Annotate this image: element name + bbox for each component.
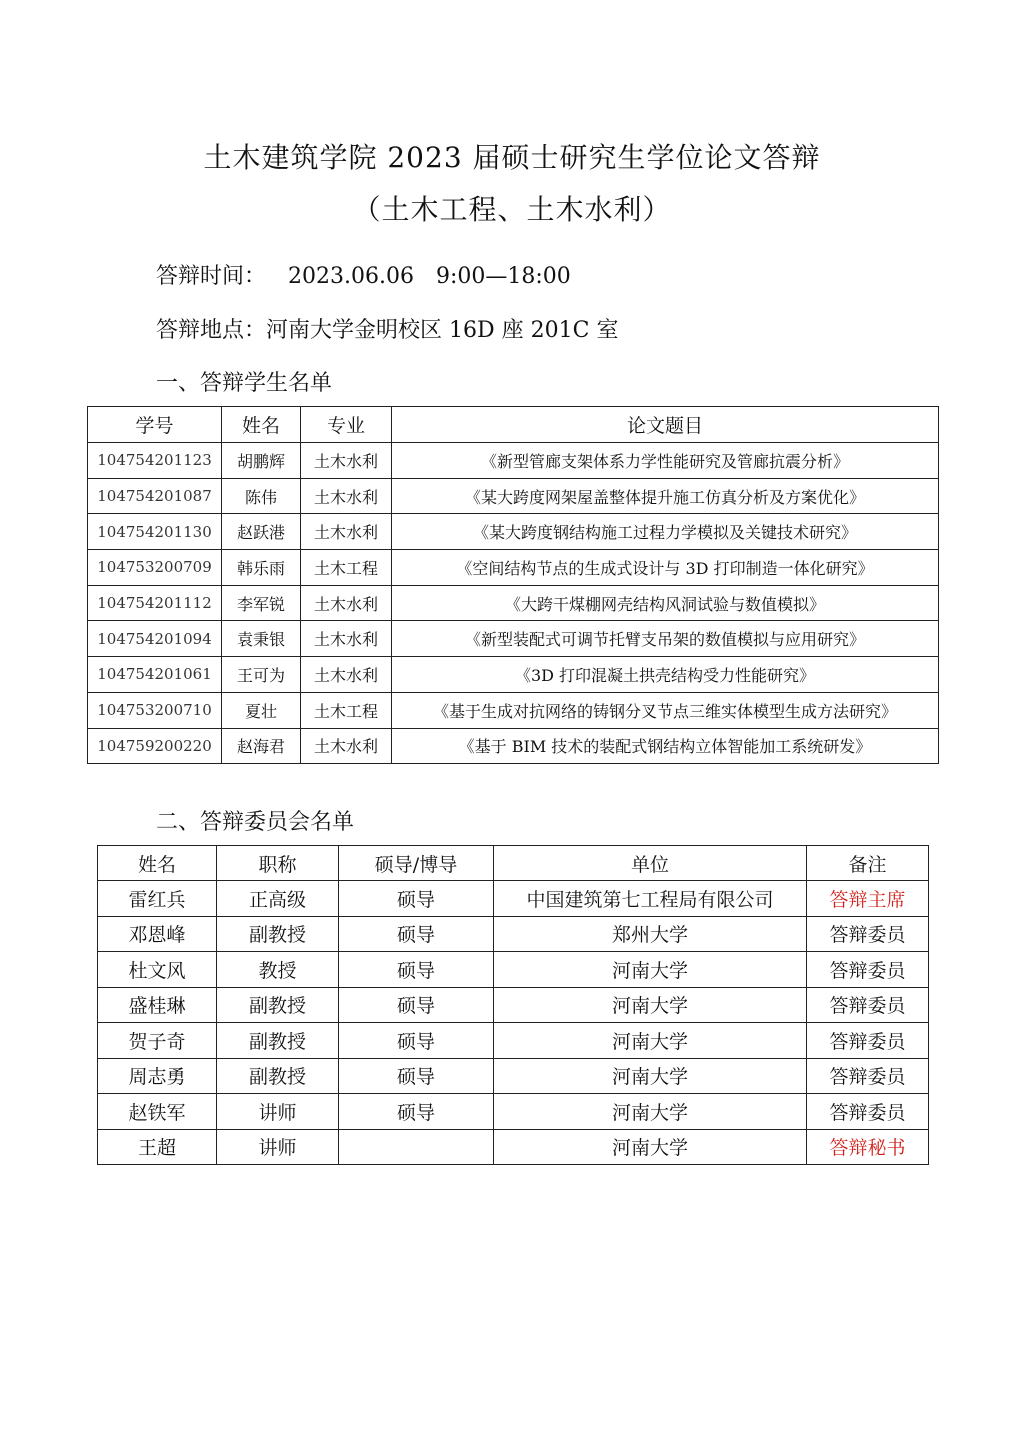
- member-name: 雷红兵: [98, 881, 217, 917]
- student-name: 韩乐雨: [222, 550, 301, 586]
- member-title: 正高级: [217, 881, 339, 917]
- member-title: 讲师: [217, 1094, 339, 1130]
- column-header: 专业: [301, 407, 392, 443]
- table-row: [98, 1023, 929, 1059]
- column-header: 硕导/博导: [339, 846, 494, 881]
- student-id: 104754201112: [88, 585, 222, 621]
- supervisor-type: 硕导: [339, 1094, 494, 1130]
- table-row: [98, 916, 929, 952]
- member-role: 答辩委员: [807, 1023, 929, 1059]
- table-row: [98, 1058, 929, 1094]
- student-name: 袁秉银: [222, 621, 301, 657]
- student-id: 104754201061: [88, 657, 222, 693]
- document-title: 土木建筑学院 2023 届硕士研究生学位论文答辩: [203, 141, 821, 174]
- member-role: 答辩委员: [807, 916, 929, 952]
- column-header: 学号: [88, 407, 222, 443]
- member-unit: 河南大学: [494, 1094, 807, 1130]
- table-row: [98, 952, 929, 988]
- student-id: 104754201094: [88, 621, 222, 657]
- student-name: 赵跃港: [222, 514, 301, 550]
- student-name: 王可为: [222, 657, 301, 693]
- student-table: [87, 406, 939, 764]
- student-major: 土木水利: [301, 585, 392, 621]
- supervisor-type: 硕导: [339, 987, 494, 1023]
- thesis-title: 《3D 打印混凝土拱壳结构受力性能研究》: [392, 657, 939, 693]
- member-role: 答辩委员: [807, 1094, 929, 1130]
- table-row: [88, 585, 939, 621]
- student-name: 夏壮: [222, 692, 301, 728]
- column-header: 单位: [494, 846, 807, 881]
- thesis-title: 《空间结构节点的生成式设计与 3D 打印制造一体化研究》: [392, 550, 939, 586]
- student-major: 土木工程: [301, 550, 392, 586]
- table-row: [88, 550, 939, 586]
- student-id: 104753200710: [88, 692, 222, 728]
- defense-place-label: 答辩地点：: [156, 318, 267, 343]
- defense-time-label: 答辩时间：: [156, 264, 267, 289]
- supervisor-type: 硕导: [339, 881, 494, 917]
- student-major: 土木水利: [301, 657, 392, 693]
- student-major: 土木水利: [301, 728, 392, 764]
- defense-time: [156, 259, 571, 290]
- table-row: [88, 443, 939, 479]
- column-header: 姓名: [222, 407, 301, 443]
- supervisor-type: [339, 1129, 494, 1165]
- member-title: 讲师: [217, 1129, 339, 1165]
- table-row: [98, 1129, 929, 1165]
- student-id: 104754201087: [88, 478, 222, 514]
- member-unit: 郑州大学: [494, 916, 807, 952]
- table-row: [88, 692, 939, 728]
- supervisor-type: 硕导: [339, 1023, 494, 1059]
- member-role: 答辩委员: [807, 952, 929, 988]
- table-row: [88, 478, 939, 514]
- student-list-heading: 一、答辩学生名单: [156, 371, 333, 396]
- member-name: 赵铁军: [98, 1094, 217, 1130]
- thesis-title: 《基于生成对抗网络的铸钢分叉节点三维实体模型生成方法研究》: [392, 692, 939, 728]
- defense-place-value: 河南大学金明校区 16D 座 201C 室: [266, 318, 619, 343]
- member-name: 贺子奇: [98, 1023, 217, 1059]
- student-major: 土木水利: [301, 443, 392, 479]
- member-unit: 河南大学: [494, 1129, 807, 1165]
- member-name: 杜文风: [98, 952, 217, 988]
- table-row: [88, 514, 939, 550]
- student-id: 104753200709: [88, 550, 222, 586]
- column-header: 备注: [807, 846, 929, 881]
- thesis-title: 《新型装配式可调节托臂支吊架的数值模拟与应用研究》: [392, 621, 939, 657]
- member-title: 副教授: [217, 987, 339, 1023]
- column-header: 职称: [217, 846, 339, 881]
- student-name: 李军锐: [222, 585, 301, 621]
- table-row: [98, 881, 929, 917]
- supervisor-type: 硕导: [339, 916, 494, 952]
- member-title: 副教授: [217, 1058, 339, 1094]
- column-header: 姓名: [98, 846, 217, 881]
- committee-table-header: [98, 846, 929, 881]
- member-role: 答辩委员: [807, 1058, 929, 1094]
- student-name: 胡鹏辉: [222, 443, 301, 479]
- member-role: 答辩主席: [807, 881, 929, 917]
- student-id: 104754201130: [88, 514, 222, 550]
- supervisor-type: 硕导: [339, 952, 494, 988]
- student-table-header: [88, 407, 939, 443]
- table-row: [88, 621, 939, 657]
- student-major: 土木工程: [301, 692, 392, 728]
- member-unit: 河南大学: [494, 952, 807, 988]
- committee-list-heading: 二、答辩委员会名单: [156, 810, 355, 835]
- student-major: 土木水利: [301, 514, 392, 550]
- student-major: 土木水利: [301, 621, 392, 657]
- member-title: 副教授: [217, 916, 339, 952]
- member-unit: 河南大学: [494, 987, 807, 1023]
- defense-date: 2023.06.06: [288, 264, 414, 289]
- member-name: 王超: [98, 1129, 217, 1165]
- member-title: 副教授: [217, 1023, 339, 1059]
- table-row: [98, 987, 929, 1023]
- committee-table: [97, 845, 929, 1165]
- defense-hours: 9:00—18:00: [435, 264, 571, 289]
- table-row: [88, 728, 939, 764]
- column-header: 论文题目: [392, 407, 939, 443]
- defense-place: [156, 313, 618, 344]
- thesis-title: 《新型管廊支架体系力学性能研究及管廊抗震分析》: [392, 443, 939, 479]
- member-unit: 中国建筑第七工程局有限公司: [494, 881, 807, 917]
- thesis-title: 《基于 BIM 技术的装配式钢结构立体智能加工系统研发》: [392, 728, 939, 764]
- member-role: 答辩委员: [807, 987, 929, 1023]
- member-unit: 河南大学: [494, 1023, 807, 1059]
- student-name: 陈伟: [222, 478, 301, 514]
- student-major: 土木水利: [301, 478, 392, 514]
- student-id: 104754201123: [88, 443, 222, 479]
- thesis-title: 《某大跨度网架屋盖整体提升施工仿真分析及方案优化》: [392, 478, 939, 514]
- thesis-title: 《某大跨度钢结构施工过程力学模拟及关键技术研究》: [392, 514, 939, 550]
- thesis-title: 《大跨干煤棚网壳结构风洞试验与数值模拟》: [392, 585, 939, 621]
- member-role: 答辩秘书: [807, 1129, 929, 1165]
- member-title: 教授: [217, 952, 339, 988]
- document-subtitle: （土木工程、土木水利）: [352, 193, 672, 226]
- table-row: [88, 657, 939, 693]
- member-name: 邓恩峰: [98, 916, 217, 952]
- member-name: 周志勇: [98, 1058, 217, 1094]
- member-name: 盛桂琳: [98, 987, 217, 1023]
- supervisor-type: 硕导: [339, 1058, 494, 1094]
- student-id: 104759200220: [88, 728, 222, 764]
- table-row: [98, 1094, 929, 1130]
- member-unit: 河南大学: [494, 1058, 807, 1094]
- student-name: 赵海君: [222, 728, 301, 764]
